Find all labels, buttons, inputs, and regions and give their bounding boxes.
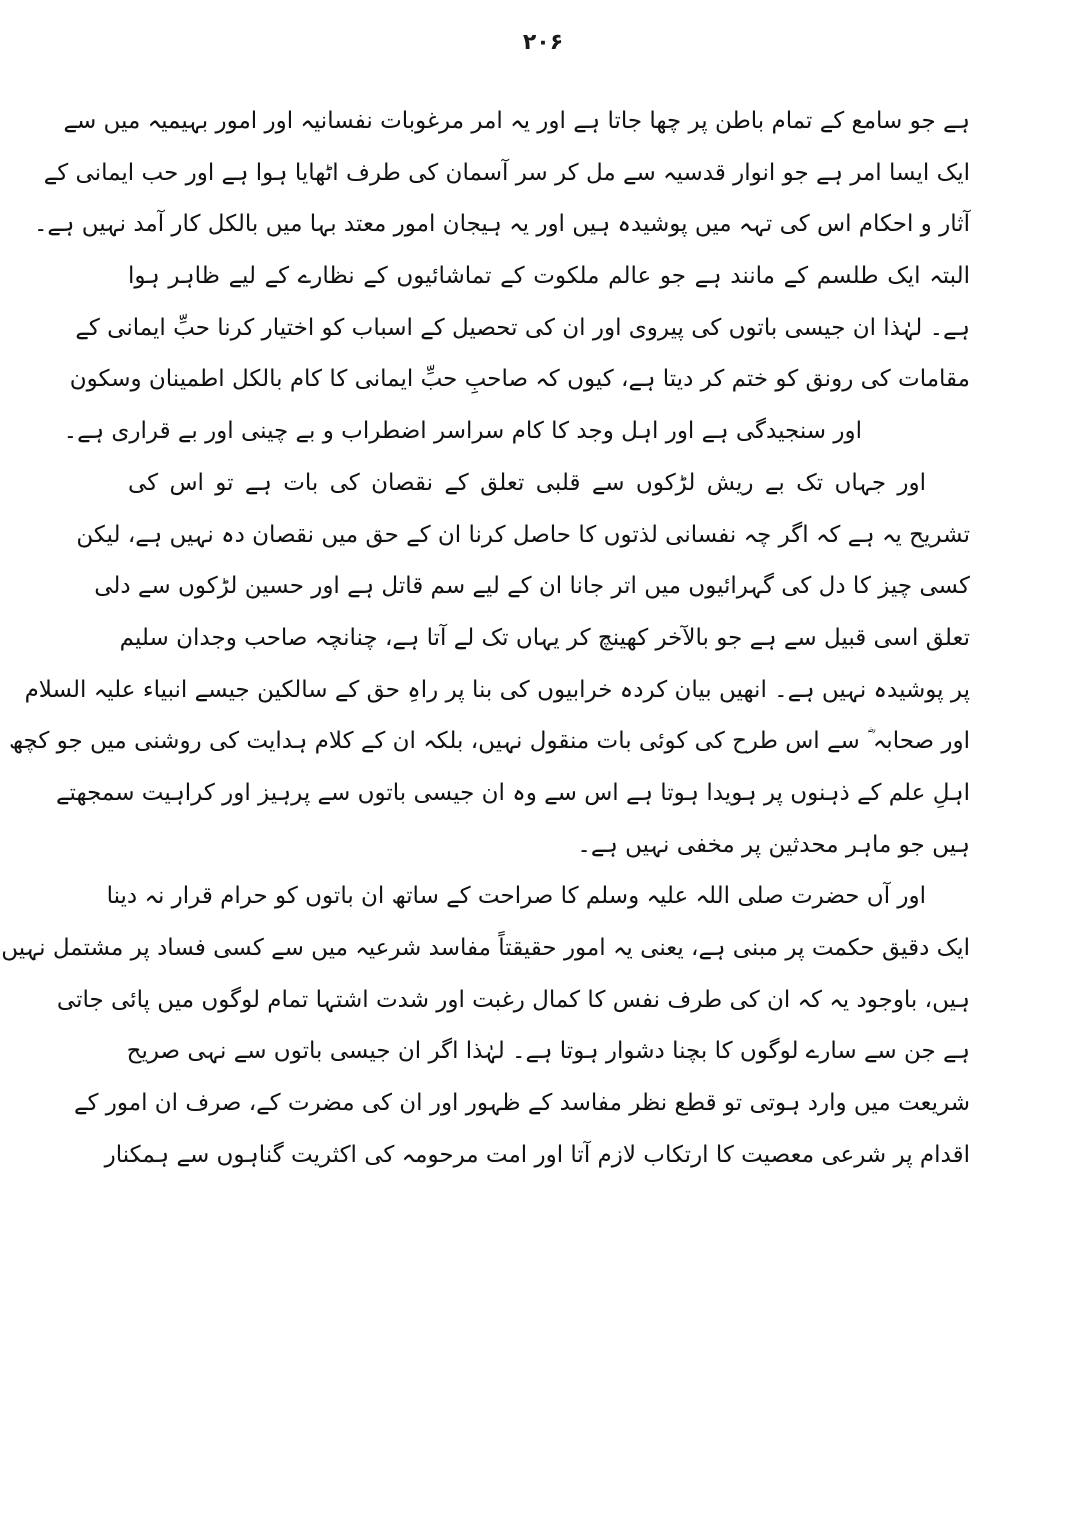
text-line: البتہ ایک طلسم کے مانند ہے جو عالم ملکوت کے تماشائیوں کے نظارے کے لیے ظاہر ہوا — [128, 263, 970, 290]
text-line: ہے۔ لہٰذا ان جیسی باتوں کی پیروی اور ان کی تحصیل کے اسباب کو اختیار کرنا حبِّ ایمانی کے — [75, 314, 970, 341]
text-line: تشریح یہ ہے کہ اگر چہ نفسانی لذتوں کا حاصل کرنا ان کے حق میں نقصان دہ نہیں ہے، لیکن — [76, 521, 970, 548]
text-line: کسی چیز کا دل کی گہرائیوں میں اتر جانا ان کے لیے سم قاتل ہے اور حسین لڑکوں سے دلی — [94, 573, 970, 600]
paragraph-1 — [33, 96, 970, 458]
text-line: پر پوشیدہ نہیں ہے۔ انھیں بیان کردہ خرابیوں کی بنا پر راہِ حق کے سالکین جیسے انبیاء علیہ السلام — [24, 676, 970, 703]
text-line: ایک ایسا امر ہے جو انوار قدسیہ سے مل کر سر آسمان کی طرف اٹھایا ہوا ہے اور حب ایمانی کے — [43, 159, 970, 186]
text-line: آثار و احکام اس کی تہہ میں پوشیدہ ہیں اور یہ ہیجان امور معتد بہا میں بالکل کار آمد نہیں ہے۔ — [33, 211, 970, 238]
text-line: ہیں جو ماہر محدثین پر مخفی نہیں ہے۔ — [577, 831, 970, 858]
text-body — [1, 96, 970, 1181]
page-number: ۲۰۶ — [522, 30, 564, 55]
text-line: اقدام پر شرعی معصیت کا ارتکاب لازم آتا اور امت مرحومہ کی اکثریت گناہوں سے ہمکنار — [104, 1141, 970, 1168]
text-line: اور سنجیدگی ہے اور اہل وجد کا کام سراسر اضطراب و بے چینی اور بے قراری ہے۔ — [63, 418, 862, 445]
paragraph-2 — [8, 458, 970, 872]
text-line: اہلِ علم کے ذہنوں پر ہویدا ہوتا ہے اس سے وہ ان جیسی باتوں سے پرہیز اور کراہیت سمجھتے — [56, 779, 970, 806]
text-line: اور صحابہ ؓ سے اس طرح کی کوئی بات منقول نہیں، بلکہ ان کے کلام ہدایت کی روشنی میں جو کچھ — [8, 728, 970, 755]
text-line: ایک دقیق حکمت پر مبنی ہے، یعنی یہ امور حقیقتاً مفاسد شرعیہ میں سے کسی فساد پر مشتمل نہیں — [1, 935, 970, 961]
text-line: تعلق اسی قبیل سے ہے جو بالآخر کھینچ کر یہاں تک لے آتا ہے، چنانچہ صاحب وجدان سلیم — [119, 624, 970, 651]
text-line: اور آں حضرت صلی اللہ علیہ وسلم کا صراحت کے ساتھ ان باتوں کو حرام قرار نہ دینا — [106, 883, 926, 910]
text-line: اور جہاں تک بے ریش لڑکوں سے قلبی تعلق کے نقصان کی بات ہے تو اس کی — [128, 469, 926, 496]
text-line: مقامات کی رونق کو ختم کر دیتا ہے، کیوں کہ صاحبِ حبِّ ایمانی کا کام بالکل اطمینان وسکون — [69, 366, 970, 393]
text-line: ہیں، باوجود یہ کہ ان کی طرف نفس کا کمال رغبت اور شدت اشتہا تمام لوگوں میں پائی جاتی — [56, 986, 970, 1013]
text-line: ہے جو سامع کے تمام باطن پر چھا جاتا ہے اور یہ امر مرغوبات نفسانیہ اور امور بہیمیہ میں سے — [63, 108, 970, 134]
paragraph-3 — [1, 871, 970, 1181]
text-line: شریعت میں وارد ہوتی تو قطع نظر مفاسد کے ظہور اور ان کی مضرت کے، صرف ان امور کے — [74, 1090, 970, 1117]
text-line: ہے جن سے سارے لوگوں کا بچنا دشوار ہوتا ہے۔ لہٰذا اگر ان جیسی باتوں سے نہی صریح — [126, 1038, 970, 1065]
